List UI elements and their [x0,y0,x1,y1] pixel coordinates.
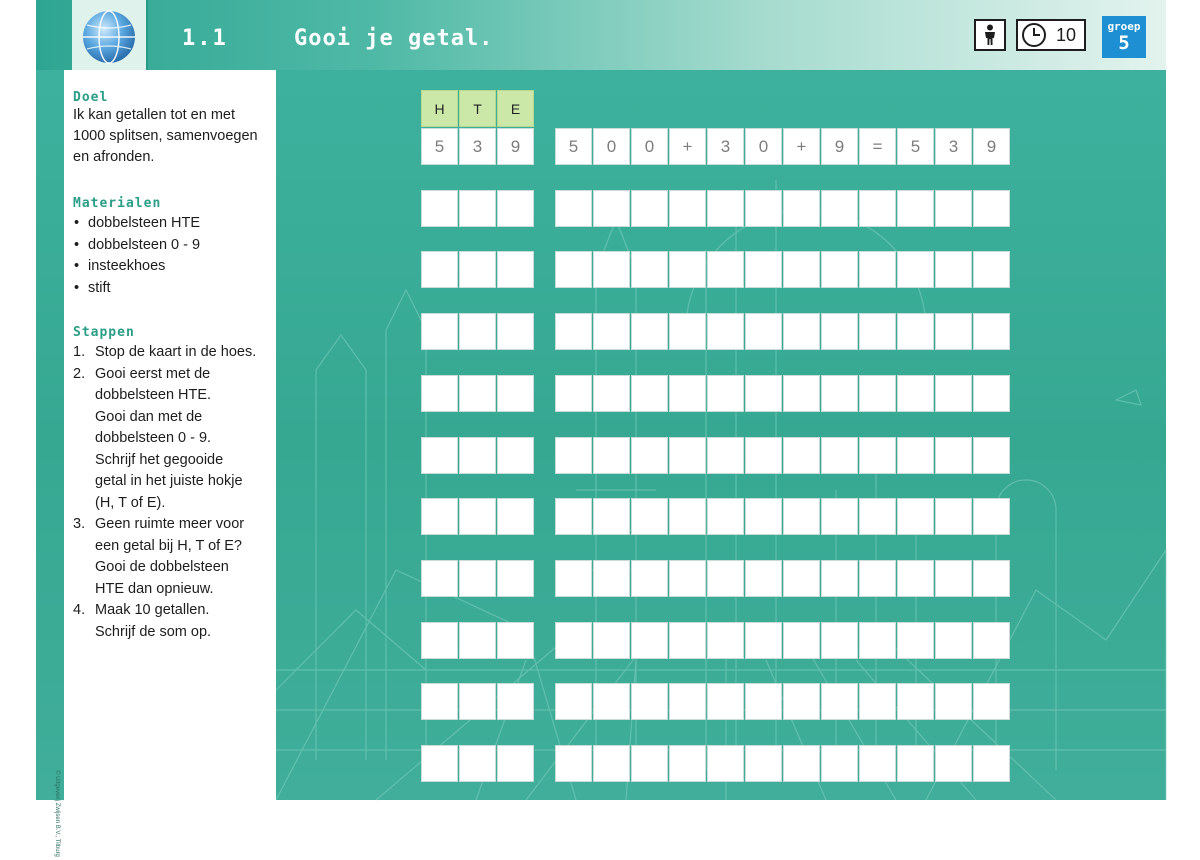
sum-cell[interactable] [897,622,934,659]
number-cell[interactable] [421,560,458,597]
stappen-section [73,325,273,643]
step-line: Gooi de dobbelsteen [95,559,229,575]
example-number-cell: 3 [459,128,496,165]
example-number-cell: 9 [497,128,534,165]
sum-cell[interactable] [669,313,706,350]
example-sum-cell: 3 [707,128,744,165]
step-text [95,342,273,364]
sum-cell[interactable] [669,683,706,720]
step-line: Geen ruimte meer voor [95,516,245,532]
sum-cell[interactable] [669,251,706,288]
sum-cell[interactable] [973,375,1010,412]
example-sum-cell: + [669,128,706,165]
number-cell[interactable] [459,683,496,720]
sum-cell[interactable] [555,251,592,288]
example-sum-cell: = [859,128,896,165]
stappen-heading: Stappen [73,325,135,340]
sum-cell[interactable] [821,745,858,782]
groep-number: 5 [1118,32,1130,54]
sum-cell[interactable] [745,745,782,782]
example-sum-cell: 0 [631,128,668,165]
number-cell[interactable] [421,251,458,288]
number-cell[interactable] [497,745,534,782]
sum-cell[interactable] [821,437,858,474]
sum-cell[interactable] [973,745,1010,782]
step-item [73,514,273,600]
sum-cell[interactable] [859,745,896,782]
number-cell[interactable] [497,190,534,227]
activity-card [36,0,1166,857]
example-sum-cell: 3 [935,128,972,165]
sum-cell[interactable] [935,622,972,659]
step-line: dobbelsteen 0 - 9. [95,430,212,446]
sum-cell[interactable] [669,190,706,227]
sum-cell[interactable] [555,190,592,227]
sum-cell[interactable] [669,437,706,474]
sum-cell[interactable] [669,622,706,659]
sum-cell[interactable] [821,498,858,535]
sum-cell[interactable] [935,560,972,597]
doel-line: 1000 splitsen, samenvoegen [73,128,258,144]
number-cell[interactable] [459,622,496,659]
number-cell[interactable] [459,313,496,350]
number-cell[interactable] [497,437,534,474]
number-cell[interactable] [497,313,534,350]
sum-cell[interactable] [859,683,896,720]
number-cell[interactable] [421,622,458,659]
time-badge [1016,19,1086,51]
sum-cell[interactable] [593,251,630,288]
materialen-heading: Materialen [73,196,162,211]
doel-text [73,105,273,168]
clock-icon [1021,22,1047,48]
number-cell[interactable] [459,190,496,227]
sum-cell[interactable] [859,560,896,597]
sum-cell[interactable] [707,622,744,659]
sum-cell[interactable] [555,745,592,782]
lesson-code: 1.1 [182,26,228,51]
column-header: T [459,90,496,127]
step-text [95,364,273,515]
list-item: • dobbelsteen HTE [73,213,273,235]
sum-cell[interactable] [631,313,668,350]
sum-cell[interactable] [821,622,858,659]
step-text [95,600,273,643]
sum-cell[interactable] [783,498,820,535]
sum-cell[interactable] [707,190,744,227]
number-cell[interactable] [497,375,534,412]
step-line: Stop de kaart in de hoes. [95,344,257,360]
sum-cell[interactable] [631,683,668,720]
sum-cell[interactable] [859,437,896,474]
number-cell[interactable] [421,498,458,535]
example-sum-cell: + [783,128,820,165]
sum-cell[interactable] [897,375,934,412]
sum-cell[interactable] [783,683,820,720]
sum-cell[interactable] [593,437,630,474]
sum-cell[interactable] [745,251,782,288]
sum-cell[interactable] [859,622,896,659]
sum-cell[interactable] [821,313,858,350]
sum-cell[interactable] [669,745,706,782]
copyright-text: © Uitgeverij Zwijsen B.V., Tilburg [54,770,60,857]
individual-badge [974,19,1006,51]
example-sum-cell: 9 [973,128,1010,165]
sum-cell[interactable] [935,745,972,782]
example-sum-cell: 5 [897,128,934,165]
number-cell[interactable] [497,622,534,659]
sum-cell[interactable] [555,683,592,720]
materialen-section [73,196,273,299]
sum-cell[interactable] [783,622,820,659]
step-line: een getal bij H, T of E? [95,537,242,554]
number-cell[interactable] [421,190,458,227]
sum-cell[interactable] [897,251,934,288]
sum-cell[interactable] [669,498,706,535]
number-cell[interactable] [459,251,496,288]
sum-cell[interactable] [783,375,820,412]
step-item [73,342,273,364]
sum-cell[interactable] [745,622,782,659]
sum-cell[interactable] [669,375,706,412]
sum-cell[interactable] [783,560,820,597]
sum-cell[interactable] [631,560,668,597]
number-cell[interactable] [421,313,458,350]
sum-cell[interactable] [745,498,782,535]
page-title: Gooi je getal. [294,26,494,51]
sum-cell[interactable] [593,683,630,720]
number-cell[interactable] [421,745,458,782]
sum-cell[interactable] [745,437,782,474]
doel-heading: Doel [73,90,109,105]
number-cell[interactable] [459,498,496,535]
time-minutes: 10 [1056,24,1077,45]
sum-cell[interactable] [897,190,934,227]
sum-cell[interactable] [897,683,934,720]
sum-cell[interactable] [821,251,858,288]
example-number-cell: 5 [421,128,458,165]
sum-cell[interactable] [821,560,858,597]
number-cell[interactable] [497,560,534,597]
sum-cell[interactable] [821,190,858,227]
sum-cell[interactable] [821,683,858,720]
sum-cell[interactable] [555,313,592,350]
sum-cell[interactable] [745,375,782,412]
sum-cell[interactable] [631,251,668,288]
column-header: H [421,90,458,127]
number-cell[interactable] [497,251,534,288]
number-cell[interactable] [459,745,496,782]
sum-cell[interactable] [669,560,706,597]
sum-cell[interactable] [897,745,934,782]
sum-cell[interactable] [707,313,744,350]
sum-cell[interactable] [631,190,668,227]
person-icon [981,24,999,46]
sum-cell[interactable] [859,251,896,288]
example-sum-cell: 5 [555,128,592,165]
materialen-list [73,213,273,299]
sum-cell[interactable] [973,313,1010,350]
step-item [73,600,273,643]
sum-cell[interactable] [593,745,630,782]
example-sum-cell: 9 [821,128,858,165]
step-line: getal in het juiste hokje [95,473,243,489]
step-line: Schrijf het gegooide [95,451,224,468]
step-number: 2. [73,365,86,382]
example-sum-cell: 0 [593,128,630,165]
column-header: E [497,90,534,127]
sum-cell[interactable] [631,437,668,474]
number-cell[interactable] [459,375,496,412]
sum-cell[interactable] [935,251,972,288]
sum-cell[interactable] [973,498,1010,535]
sum-cell[interactable] [783,313,820,350]
sum-cell[interactable] [935,683,972,720]
sum-cell[interactable] [859,498,896,535]
sum-cell[interactable] [631,622,668,659]
sum-cell[interactable] [707,375,744,412]
sum-cell[interactable] [593,498,630,535]
sum-cell[interactable] [897,560,934,597]
sum-cell[interactable] [707,498,744,535]
groep-badge [1102,16,1146,58]
sum-cell[interactable] [783,190,820,227]
list-item: • stift [73,278,273,300]
sum-cell[interactable] [707,437,744,474]
doel-line: en afronden. [73,149,155,165]
instructions-panel [54,70,276,857]
sum-cell[interactable] [631,498,668,535]
sum-cell[interactable] [555,560,592,597]
sum-cell[interactable] [593,190,630,227]
sum-cell[interactable] [821,375,858,412]
doel-line: Ik kan getallen tot en met [73,107,236,123]
sum-cell[interactable] [593,375,630,412]
sum-cell[interactable] [707,560,744,597]
example-sum-cell: 0 [745,128,782,165]
number-cell[interactable] [421,375,458,412]
sum-cell[interactable] [631,375,668,412]
list-item: • insteekhoes [73,256,273,278]
list-item: • dobbelsteen 0 - 9 [73,235,273,257]
step-line: dobbelsteen HTE. [95,387,212,403]
sum-cell[interactable] [555,375,592,412]
sum-cell[interactable] [593,313,630,350]
sum-cell[interactable] [859,375,896,412]
globe-icon [81,9,137,65]
sum-cell[interactable] [973,683,1010,720]
sum-cell[interactable] [745,190,782,227]
step-item [73,364,273,515]
sum-cell[interactable] [859,190,896,227]
sum-cell[interactable] [897,437,934,474]
stappen-list [73,342,273,643]
sum-cell[interactable] [935,375,972,412]
step-line: (H, T of E). [95,494,166,511]
globe-logo [72,0,148,76]
number-cell[interactable] [459,437,496,474]
sum-cell[interactable] [707,683,744,720]
step-line: Gooi dan met de [95,408,203,425]
sum-cell[interactable] [783,745,820,782]
sum-cell[interactable] [707,745,744,782]
sum-cell[interactable] [897,498,934,535]
sum-cell[interactable] [707,251,744,288]
sum-cell[interactable] [935,190,972,227]
sum-cell[interactable] [897,313,934,350]
groep-label: groep [1107,20,1141,33]
sum-cell[interactable] [935,498,972,535]
sum-cell[interactable] [973,251,1010,288]
number-cell[interactable] [459,560,496,597]
step-number: 3. [73,516,86,532]
sum-cell[interactable] [631,745,668,782]
sum-cell[interactable] [555,437,592,474]
sum-cell[interactable] [935,437,972,474]
sum-cell[interactable] [555,498,592,535]
doel-section [73,90,273,168]
sum-cell[interactable] [745,560,782,597]
step-line: HTE dan opnieuw. [95,580,214,597]
sum-cell[interactable] [973,622,1010,659]
step-number: 4. [73,602,86,618]
sum-cell[interactable] [859,313,896,350]
sum-cell[interactable] [593,560,630,597]
number-cell[interactable] [421,437,458,474]
number-cell[interactable] [497,498,534,535]
step-line: Gooi eerst met de [95,365,211,382]
sum-cell[interactable] [935,313,972,350]
sum-cell[interactable] [745,313,782,350]
number-cell[interactable] [497,683,534,720]
sum-cell[interactable] [973,560,1010,597]
sum-cell[interactable] [973,190,1010,227]
sum-cell[interactable] [555,622,592,659]
step-line: Maak 10 getallen. [95,602,210,618]
number-cell[interactable] [421,683,458,720]
sum-cell[interactable] [593,622,630,659]
step-number: 1. [73,344,86,360]
sum-cell[interactable] [783,437,820,474]
step-text [95,514,273,600]
step-line: Schrijf de som op. [95,623,212,640]
sum-cell[interactable] [745,683,782,720]
sum-cell[interactable] [973,437,1010,474]
sum-cell[interactable] [783,251,820,288]
